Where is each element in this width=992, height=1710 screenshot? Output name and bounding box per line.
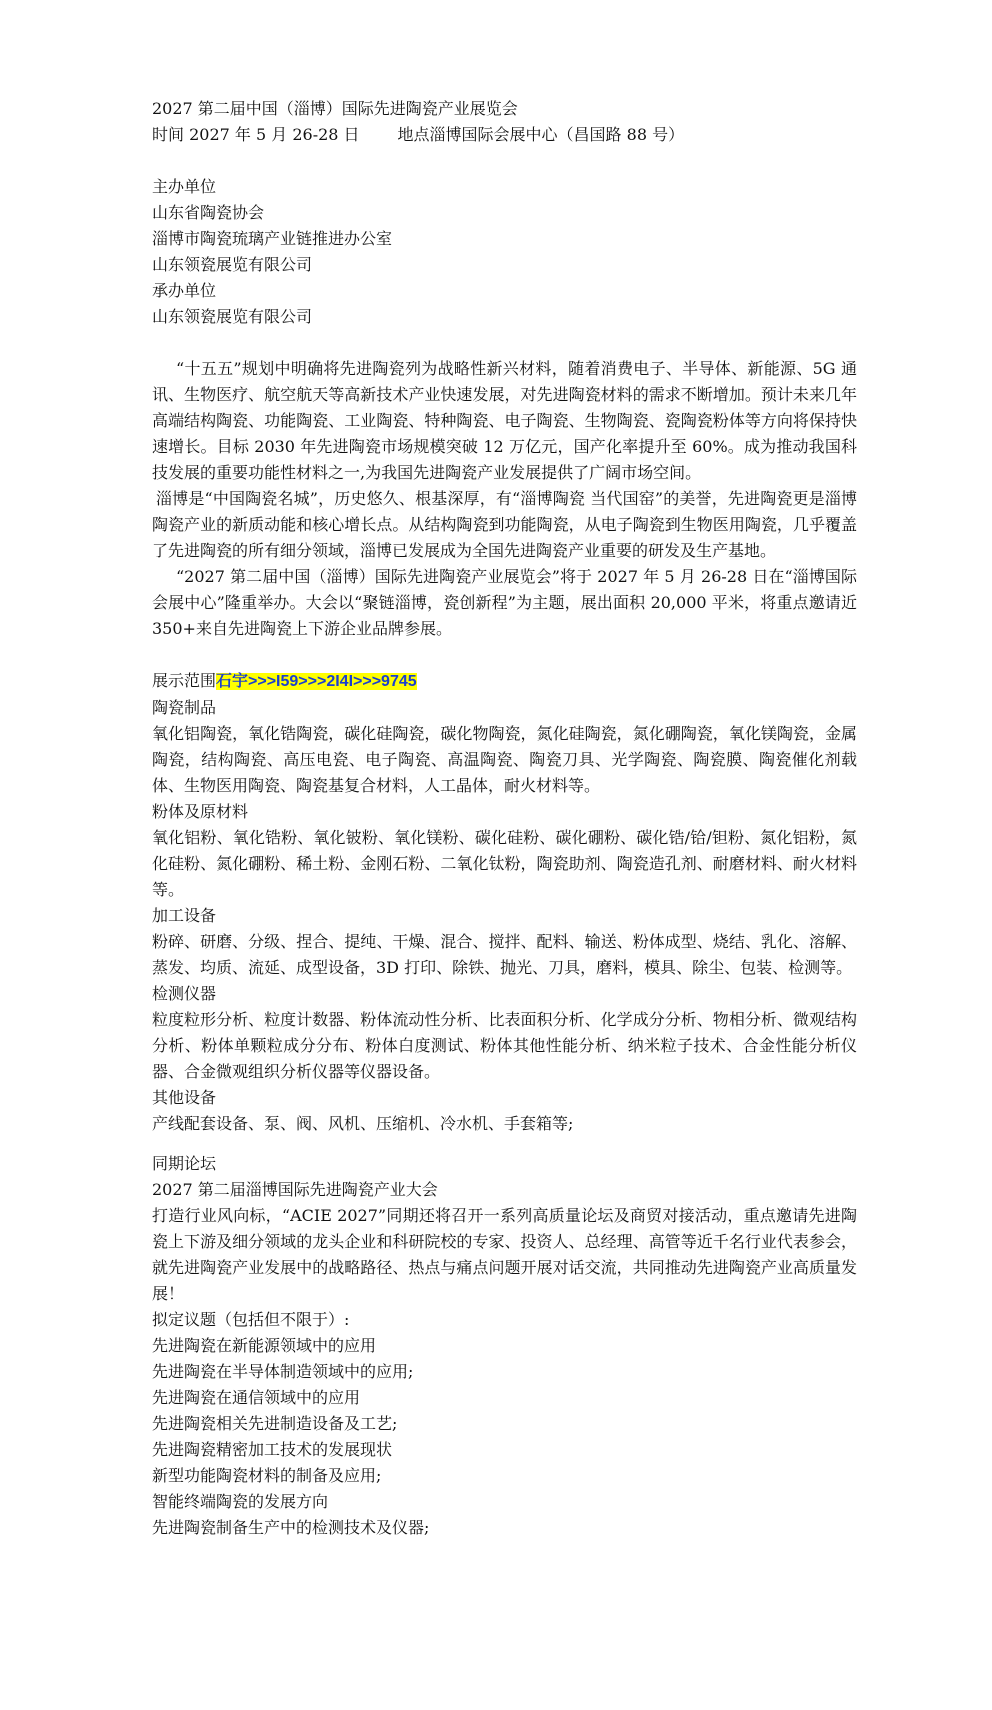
category-text: 粒度粒形分析、粒度计数器、粉体流动性分析、比表面积分析、化学成分分析、物相分析、微观结构分析、粉体单颗粒成分分布、粉体白度测试、粉体其他性能分析、纳米粒子技术、合金性能分析仪器、合金微观组织分析仪器等仪器设备。: [152, 1010, 857, 1081]
intro-paragraph-1: “十五五”规划中明确将先进陶瓷列为战略性新兴材料，随着消费电子、半导体、新能源、5G 通讯、生物医疗、航空航天等高新技术产业快速发展，对先进陶瓷材料的需求不断增加。预计未来几年高端结构陶瓷、功能陶瓷、工业陶瓷、特种陶瓷、电子陶瓷、生物陶瓷、瓷陶瓷粉体等方向将保持快速增长。目标 2030 年先进陶瓷市场规模突破 12 万亿元，国产化率提升至 60%。成为推动我国科技发展的重要功能性材料之一,为我国先进陶瓷产业发展提供了广阔市场空间。: [152, 359, 857, 482]
event-time-location: [152, 122, 857, 148]
topic-item: 先进陶瓷在新能源领域中的应用: [152, 1336, 377, 1355]
topic-item: 先进陶瓷精密加工技术的发展现状: [152, 1440, 393, 1459]
event-title: 2027 第二届中国（淄博）国际先进陶瓷产业展览会: [152, 99, 518, 118]
topic-item: 先进陶瓷在通信领域中的应用: [152, 1388, 361, 1407]
event-location: 地点淄博国际会展中心（昌国路 88 号）: [397, 125, 685, 144]
category-text: 产线配套设备、泵、阀、风机、压缩机、冷水机、手套箱等;: [152, 1114, 574, 1133]
forum-text: 打造行业风向标，“ACIE 2027”同期还将召开一系列高质量论坛及商贸对接活动，重点邀请先进陶瓷上下游及细分领域的龙头企业和科研院校的专家、投资人、总经理、高管等近千名行业代表参会，就先进陶瓷产业发展中的战略路径、热点与痛点问题开展对话交流，共同推动先进陶瓷产业高质量发展！: [152, 1206, 857, 1303]
category-text: 粉碎、研磨、分级、捏合、提纯、干燥、混合、搅拌、配料、输送、粉体成型、烧结、乳化、溶解、蒸发、均质、流延、成型设备，3D 打印、除铁、抛光、刀具，磨料，模具、除尘、包装、检测等。: [152, 932, 857, 977]
host-label: 主办单位: [152, 177, 217, 196]
category-text: 氧化铝粉、氧化锆粉、氧化铍粉、氧化镁粉、碳化硅粉、碳化硼粉、碳化锆/铪/钽粉、氮化铝粉，氮化硅粉、氮化硼粉、稀土粉、金刚石粉、二氧化钛粉，陶瓷助剂、陶瓷造孔剂、耐磨材料、耐火材料等。: [152, 828, 857, 899]
event-time: 时间 2027 年 5 月 26-28 日: [152, 125, 360, 144]
category-title: 陶瓷制品: [152, 698, 217, 717]
category-title: 其他设备: [152, 1088, 217, 1107]
intro-paragraph-3: “2027 第二届中国（淄博）国际先进陶瓷产业展览会”将于 2027 年 5 月 26-28 日在“淄博国际会展中心”隆重举办。大会以“聚链淄博，瓷创新程”为主题，展出面积 20,000 平米，将重点邀请近 350+来自先进陶瓷上下游企业品牌参展。: [152, 567, 857, 638]
topic-item: 智能终端陶瓷的发展方向: [152, 1492, 329, 1511]
forum-label: 同期论坛: [152, 1154, 217, 1173]
host-item: 山东领瓷展览有限公司: [152, 255, 313, 274]
host-item: 淄博市陶瓷琉璃产业链推进办公室: [152, 229, 393, 248]
document-page: [152, 96, 857, 1541]
intro-paragraph-2: 淄博是“中国陶瓷名城”，历史悠久、根基深厚，有“淄博陶瓷 当代国窑”的美誉，先进陶瓷更是淄博陶瓷产业的新质动能和核心增长点。从结构陶瓷到功能陶瓷，从电子陶瓷到生物医用陶瓷，几乎覆盖了先进陶瓷的所有细分领域，淄博已发展成为全国先进陶瓷产业重要的研发及生产基地。: [152, 489, 857, 560]
topic-item: 新型功能陶瓷材料的制备及应用;: [152, 1466, 382, 1485]
category-title: 加工设备: [152, 906, 217, 925]
category-title: 检测仪器: [152, 984, 217, 1003]
forum-title: 2027 第二届淄博国际先进陶瓷产业大会: [152, 1180, 438, 1199]
category-title: 粉体及原材料: [152, 802, 249, 821]
contact-highlight: 石宇>>>I59>>>2I4I>>>9745: [216, 673, 417, 690]
topics-label: 拟定议题（包括但不限于）:: [152, 1310, 350, 1329]
topic-item: 先进陶瓷相关先进制造设备及工艺;: [152, 1414, 398, 1433]
scope-heading: [152, 668, 857, 695]
co-organizer-label: 承办单位: [152, 281, 217, 300]
scope-label: 展示范围: [152, 671, 217, 690]
category-text: 氧化铝陶瓷，氧化锆陶瓷，碳化硅陶瓷，碳化物陶瓷，氮化硅陶瓷，氮化硼陶瓷，氧化镁陶瓷，金属陶瓷，结构陶瓷、高压电瓷、电子陶瓷、高温陶瓷、陶瓷刀具、光学陶瓷、陶瓷膜、陶瓷催化剂载体、生物医用陶瓷、陶瓷基复合材料，人工晶体，耐火材料等。: [152, 724, 857, 795]
topic-item: 先进陶瓷制备生产中的检测技术及仪器;: [152, 1518, 430, 1537]
topic-item: 先进陶瓷在半导体制造领域中的应用;: [152, 1362, 414, 1381]
co-organizer: 山东领瓷展览有限公司: [152, 307, 313, 326]
host-item: 山东省陶瓷协会: [152, 203, 265, 222]
